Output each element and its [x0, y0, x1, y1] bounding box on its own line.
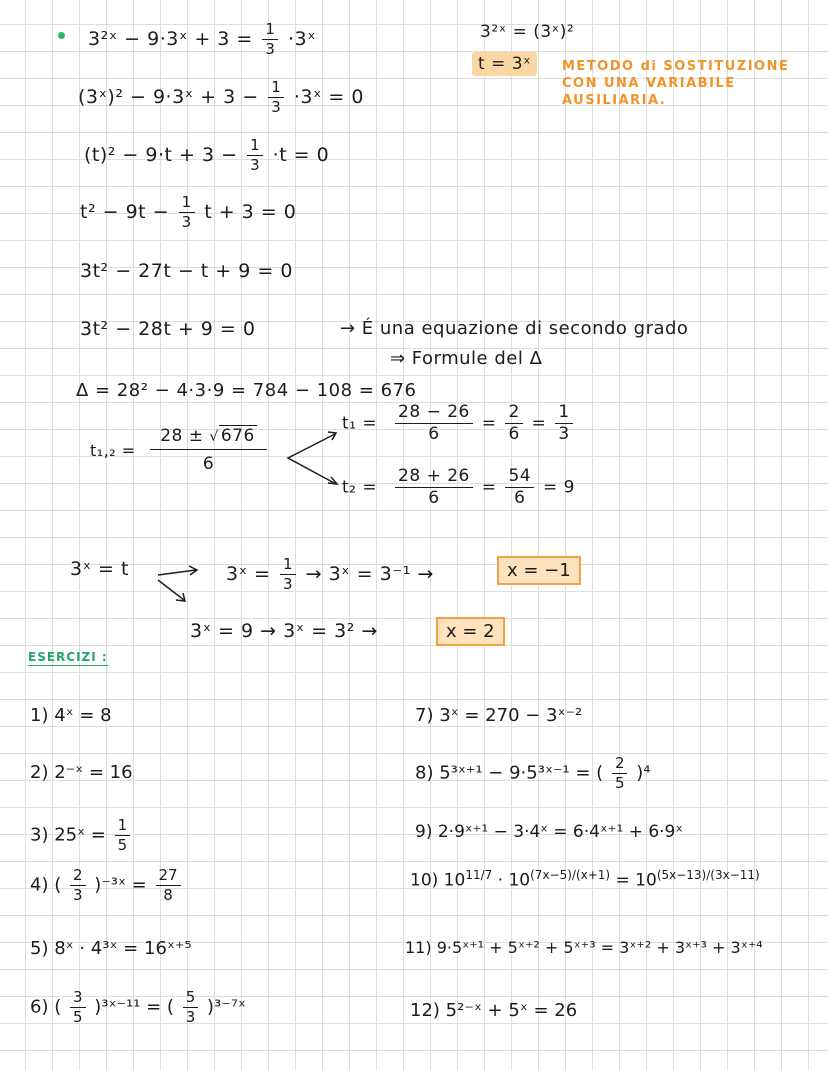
- side-identity: 3²ˣ = (3ˣ)²: [480, 22, 575, 42]
- case1-lhs: 3ˣ =: [226, 563, 271, 585]
- exercise-10-exp-2: (7x−5)/(x+1): [530, 868, 611, 882]
- exercise-10: 10) $10^{11/7} \cdot 10^{(7x-5)/(x+1)} = 10^{(5x-13)/(3x-11)}$: [410, 868, 760, 891]
- method-note-line-1: METODO di SOSTITUZIONE: [562, 59, 790, 74]
- line2-lhs: (3ˣ)² − 9·3ˣ + 3 −: [78, 86, 259, 108]
- back-substitution: 3ˣ = t: [70, 558, 129, 580]
- line3-rhs: ·t = 0: [272, 144, 330, 166]
- line4-lhs: t² − 9t −: [80, 201, 170, 223]
- exercise-6-base-1: $\frac{3}{5}$: [70, 990, 86, 1025]
- t1-fraction: $\frac{28 - 26}{6}$: [395, 404, 473, 443]
- t12-label: t₁,₂ =: [90, 441, 136, 460]
- exercise-3: 3) 25ˣ = $\frac{1}{5}$: [30, 818, 133, 853]
- exercise-7: 7) 3ˣ = 270 − 3ˣ⁻²: [415, 705, 583, 726]
- exercise-10-exp-3: (5x−13)/(3x−11): [656, 868, 760, 882]
- method-note-line-2: CON UNA VARIABILE: [562, 76, 736, 91]
- exercise-9: 9) 2·9ˣ⁺¹ − 3·4ˣ = 6·4ˣ⁺¹ + 6·9ˣ: [415, 822, 683, 842]
- equation-line-6: 3t² − 28t + 9 = 0: [80, 318, 256, 340]
- t-branch-arrow: [288, 434, 336, 484]
- t2-label: t₂ =: [342, 477, 378, 498]
- exercise-4: 4) ( $\frac{2}{3}$ )⁻³ˣ = $\frac{27}{8}$: [30, 868, 184, 903]
- result-box-2: x = 2: [436, 617, 505, 646]
- t2-fraction: $\frac{28 + 26}{6}$: [395, 468, 473, 507]
- line3-fraction: $\frac{1}{3}$: [247, 138, 263, 173]
- t1-mid-fraction: $\frac{2}{6}$: [505, 404, 522, 443]
- case1-fraction: $\frac{1}{3}$: [280, 557, 296, 592]
- exercise-1: 1) 4ˣ = 8: [30, 705, 112, 726]
- line4-fraction: $\frac{1}{3}$: [179, 195, 195, 230]
- case-branch-down: [158, 580, 184, 600]
- exercise-11: 11) 9·5ˣ⁺¹ + 5ˣ⁺² + 5ˣ⁺³ = 3ˣ⁺² + 3ˣ⁺³ + 3ˣ⁺⁴: [405, 938, 763, 957]
- exercise-4-rhs: $\frac{27}{8}$: [156, 868, 181, 903]
- t2-mid-fraction: $\frac{54}{6}$: [505, 468, 534, 507]
- t2-equals: =: [481, 477, 503, 498]
- exercise-5: 5) 8ˣ · 4³ˣ = 16ˣ⁺⁵: [30, 938, 192, 959]
- line1-fraction: $\frac{1}{3}$: [262, 22, 278, 57]
- line1-rhs: ·3ˣ: [287, 28, 317, 50]
- line3-lhs: (t)² − 9·t + 3 −: [84, 144, 238, 166]
- exercise-6-base-2: $\frac{5}{3}$: [183, 990, 199, 1025]
- delta-computation: Δ = 28² − 4·3·9 = 784 − 108 = 676: [76, 380, 417, 401]
- line4-rhs: t + 3 = 0: [204, 201, 297, 223]
- exercise-3-fraction: $\frac{1}{5}$: [115, 818, 131, 853]
- t1-equals-2: =: [531, 413, 553, 434]
- method-note-line-3: AUSILIARIA.: [562, 93, 667, 108]
- remark-delta-formula: ⇒ Formule del Δ: [390, 348, 543, 369]
- result-box-1: x = −1: [497, 556, 581, 585]
- case-2: 3ˣ = 9 → 3ˣ = 3² →: [190, 620, 378, 642]
- exercise-12: 12) 5²⁻ˣ + 5ˣ = 26: [410, 1000, 578, 1021]
- exercise-6: 6) ( $\frac{3}{5}$ )³ˣ⁻¹¹ = ( $\frac{5}{3}$ )³⁻⁷ˣ: [30, 988, 246, 1026]
- remark-second-degree: → É una equazione di secondo grado: [340, 318, 689, 339]
- t2-result: = 9: [542, 477, 575, 498]
- exercise-2: 2) 2⁻ˣ = 16: [30, 762, 133, 783]
- line2-fraction: $\frac{1}{3}$: [268, 80, 284, 115]
- equation-line-5: 3t² − 27t − t + 9 = 0: [80, 260, 293, 282]
- exercises-heading: ESERCIZI :: [28, 650, 108, 664]
- case1-step: → 3ˣ = 3⁻¹ →: [305, 563, 434, 585]
- t1-equals: =: [481, 413, 503, 434]
- exercise-8: 8) 5³ˣ⁺¹ − 9·5³ˣ⁻¹ = ( $\frac{2}{5}$ )⁴: [415, 754, 651, 792]
- t1-result-fraction: $\frac{1}{3}$: [555, 404, 572, 443]
- exercise-10-exp-1: 11/7: [465, 868, 493, 882]
- t1-label: t₁ =: [342, 413, 378, 434]
- exercise-8-fraction: $\frac{2}{5}$: [612, 756, 628, 791]
- exercise-4-base: $\frac{2}{3}$: [70, 868, 86, 903]
- substitution-highlight: t = 3ˣ: [472, 52, 537, 76]
- line1-lhs: 3²ˣ − 9·3ˣ + 3 =: [88, 28, 253, 50]
- line2-rhs: ·3ˣ = 0: [293, 86, 364, 108]
- t12-fraction: $\frac{28 \pm √ 676}{6}$: [150, 428, 267, 473]
